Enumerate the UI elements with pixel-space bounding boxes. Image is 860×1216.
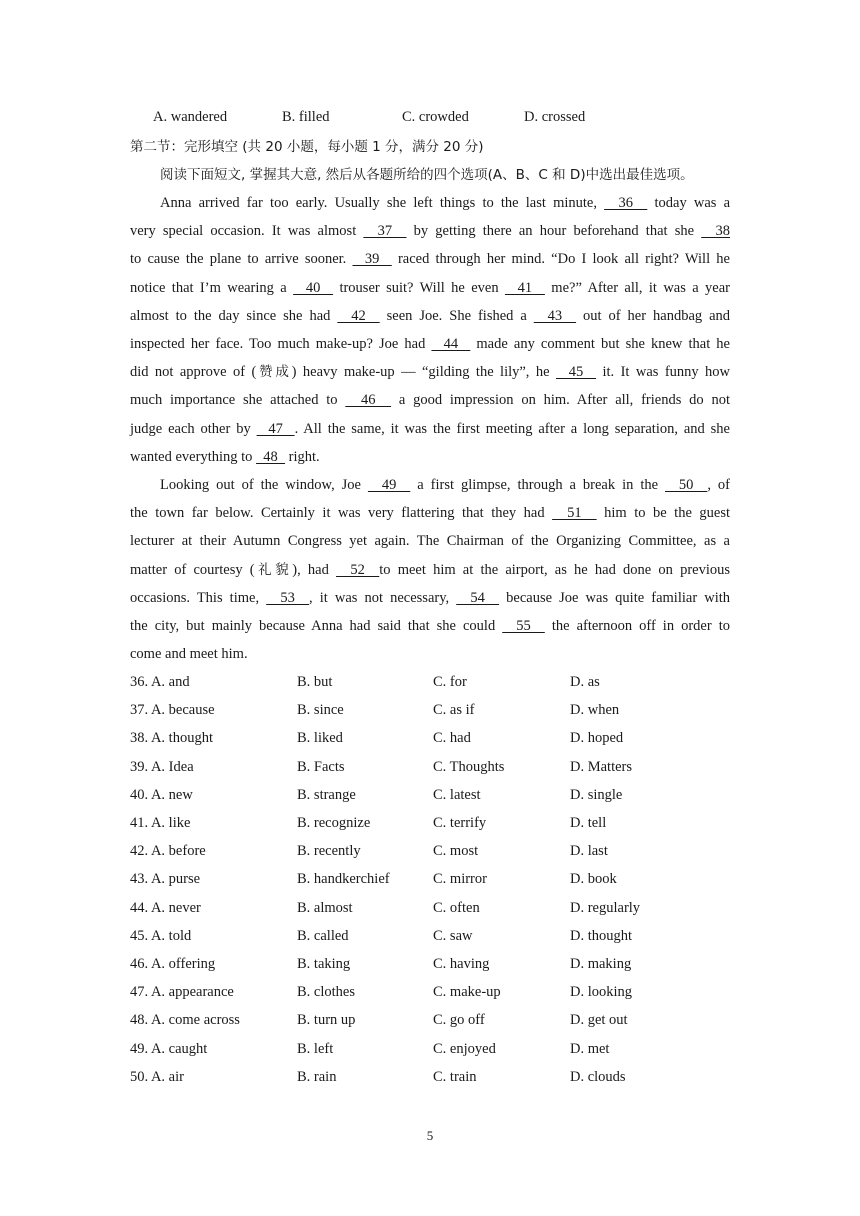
passage-text: raced through her mind. “Do I look all right? Will he <box>391 251 730 267</box>
option-d: D. last <box>570 843 608 859</box>
option-b: B. rain <box>297 1069 337 1085</box>
question-number: 42. <box>130 843 149 859</box>
question-row <box>130 1067 730 1087</box>
answer-blank: 38 <box>701 223 730 239</box>
page-number: 5 <box>426 1128 434 1143</box>
passage-text: a first glimpse, through a break in the <box>410 477 665 493</box>
option-c: C. latest <box>433 787 481 803</box>
option-d: D. hoped <box>570 730 624 746</box>
option-d: D. regularly <box>570 900 641 916</box>
option-d: D. clouds <box>570 1069 626 1085</box>
passage-text: wanted everything to <box>130 449 257 465</box>
answer-blank: 43 <box>533 308 577 324</box>
passage-line <box>130 249 730 269</box>
option-a-text: A. air <box>150 1069 184 1085</box>
answer-blank: 47 <box>256 421 295 437</box>
question-number: 44. <box>130 900 149 916</box>
question-number: 40. <box>130 787 149 803</box>
option-a-text: A. purse <box>150 871 201 887</box>
option-c: C. mirror <box>433 871 487 887</box>
question-row <box>130 869 730 889</box>
question-row <box>130 700 730 720</box>
passage-text: judge each other by <box>130 421 257 437</box>
option-d: D. thought <box>570 928 633 944</box>
question-number: 48. <box>130 1012 149 1028</box>
option-d: D. single <box>570 787 623 803</box>
option-d: D. get out <box>570 1012 628 1028</box>
option-c: C. often <box>433 900 480 916</box>
passage-text: me?” After all, it was a year <box>544 280 730 296</box>
passage-text: , it was not necessary, <box>309 590 457 606</box>
passage-text: a good impression on him. After all, friends do not <box>391 392 730 408</box>
passage-line <box>130 560 730 580</box>
passage-text: the city, but mainly because Anna had said that she could <box>130 618 503 634</box>
answer-blank: 53 <box>266 590 310 606</box>
passage-text: occasions. This time, <box>130 590 267 606</box>
passage-text: . All the same, it was the first meeting after a long separation, and she <box>294 421 730 437</box>
option-a <box>130 700 215 720</box>
option-b: B. recognize <box>297 815 371 831</box>
option-d: D. making <box>570 956 632 972</box>
passage-line <box>130 503 730 523</box>
option-c: C. had <box>433 730 471 746</box>
passage-line <box>160 475 730 495</box>
passage-text: by getting there an hour beforehand that she <box>406 223 702 239</box>
passage-text: ) heavy make-up — “gilding the lily”, he <box>291 364 556 380</box>
option-a <box>130 1039 207 1059</box>
question-row <box>130 841 730 861</box>
option-d: D. tell <box>570 815 607 831</box>
passage-text: inspected her face. Too much make-up? Joe had <box>130 336 432 352</box>
passage-line <box>130 221 730 241</box>
chinese-gloss: 礼貌 <box>254 562 293 578</box>
q35-option-b: B. filled <box>282 109 330 125</box>
passage-line <box>130 644 730 664</box>
answer-blank: 49 <box>367 477 411 493</box>
passage-line <box>160 193 730 213</box>
passage-line <box>130 306 730 326</box>
option-a <box>130 1010 240 1030</box>
answer-blank: 36 <box>604 195 648 211</box>
question-number: 45. <box>130 928 149 944</box>
question-number: 37. <box>130 702 149 718</box>
option-c: C. make-up <box>433 984 501 1000</box>
option-b: B. Facts <box>297 759 345 775</box>
question-row <box>130 813 730 833</box>
option-a-text: A. new <box>150 787 193 803</box>
question-row <box>130 728 730 748</box>
passage-text: seen Joe. She fished a <box>379 308 534 324</box>
option-a <box>130 954 215 974</box>
passage-text: him to be the guest <box>596 505 731 521</box>
option-c: C. train <box>433 1069 477 1085</box>
answer-blank: 42 <box>337 308 380 324</box>
option-b: B. left <box>297 1041 334 1057</box>
option-b: B. almost <box>297 900 353 916</box>
option-a-text: A. come across <box>150 1012 240 1028</box>
passage-line <box>130 278 730 298</box>
option-b: B. strange <box>297 787 356 803</box>
option-a <box>130 869 200 889</box>
passage-line <box>130 419 730 439</box>
q35-option-d: D. crossed <box>524 109 586 125</box>
option-a-text: A. told <box>150 928 192 944</box>
passage-text: notice that I’m wearing a <box>130 280 294 296</box>
option-c: C. terrify <box>433 815 487 831</box>
option-a-text: A. because <box>150 702 215 718</box>
option-a-text: A. never <box>150 900 201 916</box>
option-b: B. handkerchief <box>297 871 390 887</box>
passage-line <box>130 334 730 354</box>
option-a-text: A. Idea <box>150 759 194 775</box>
question-row <box>130 1010 730 1030</box>
passage-text: much importance she attached to <box>130 392 346 408</box>
answer-blank: 50 <box>665 477 708 493</box>
q35-option-c: C. crowded <box>402 109 469 125</box>
passage-line <box>130 362 730 382</box>
question-row <box>130 982 730 1002</box>
passage-text: Anna arrived far too early. Usually she left things to the last minute, <box>160 195 605 211</box>
question-number: 46. <box>130 956 149 972</box>
answer-blank: 41 <box>504 280 545 296</box>
question-row <box>130 757 730 777</box>
question-number: 50. <box>130 1069 149 1085</box>
option-b: B. since <box>297 702 344 718</box>
passage-text: the town far below. Certainly it was very flattering that they had <box>130 505 553 521</box>
passage-text: trouser suit? Will he even <box>333 280 505 296</box>
option-d: D. when <box>570 702 620 718</box>
answer-blank: 40 <box>293 280 334 296</box>
option-a-text: A. caught <box>150 1041 208 1057</box>
option-c: C. most <box>433 843 479 859</box>
answer-blank: 52 <box>336 562 380 578</box>
option-a <box>130 1067 184 1087</box>
option-b: B. clothes <box>297 984 355 1000</box>
passage-text: very special occasion. It was almost <box>130 223 364 239</box>
passage-text: made any comment but she knew that he <box>470 336 730 352</box>
option-b: B. liked <box>297 730 343 746</box>
passage-line <box>130 588 730 608</box>
answer-blank: 39 <box>352 251 392 267</box>
option-a-text: A. offering <box>150 956 216 972</box>
option-a <box>130 728 213 748</box>
chinese-gloss: 赞成 <box>256 364 292 380</box>
option-c: C. for <box>433 674 467 690</box>
passage-text: matter of courtesy ( <box>130 562 255 578</box>
answer-blank: 55 <box>502 618 545 634</box>
question-number: 38. <box>130 730 149 746</box>
q35-option-a: A. wandered <box>153 109 228 125</box>
passage-text: did not approve of ( <box>130 364 257 380</box>
passage-text: it. It was funny how <box>596 364 731 380</box>
option-d: D. looking <box>570 984 633 1000</box>
option-a <box>130 757 194 777</box>
option-a-text: A. before <box>150 843 206 859</box>
passage-text: the afternoon off in order to <box>544 618 730 634</box>
passage-line <box>130 531 730 551</box>
option-a <box>130 982 234 1002</box>
option-a-text: A. thought <box>150 730 213 746</box>
passage-text: , of <box>707 477 731 493</box>
answer-blank: 37 <box>363 223 407 239</box>
passage-line <box>130 616 730 636</box>
answer-blank: 45 <box>555 364 597 380</box>
passage-text: because Joe was quite familiar with <box>499 590 731 606</box>
instruction: 阅读下面短文, 掌握其大意, 然后从各题所给的四个选项(A、B、C 和 D)中选出最佳选项。 <box>160 167 694 183</box>
passage-text: lecturer at their Autumn Congress yet again. The Chairman of the Organizing Committee, as a <box>130 533 730 549</box>
option-c: C. as if <box>433 702 475 718</box>
option-d: D. Matters <box>570 759 633 775</box>
question-number: 41. <box>130 815 149 831</box>
option-a <box>130 926 191 946</box>
question-number: 49. <box>130 1041 149 1057</box>
passage-line <box>130 447 730 467</box>
passage-text: come and meet him. <box>130 646 248 662</box>
option-c: C. saw <box>433 928 473 944</box>
option-b: B. taking <box>297 956 351 972</box>
option-a-text: A. and <box>150 674 190 690</box>
option-b: B. called <box>297 928 349 944</box>
answer-blank: 44 <box>431 336 471 352</box>
option-b: B. but <box>297 674 333 690</box>
answer-blank: 46 <box>345 392 392 408</box>
passage-text: almost to the day since she had <box>130 308 338 324</box>
option-d: D. as <box>570 674 600 690</box>
option-c: C. Thoughts <box>433 759 505 775</box>
option-b: B. recently <box>297 843 361 859</box>
option-d: D. book <box>570 871 617 887</box>
passage-line <box>130 390 730 410</box>
question-row <box>130 954 730 974</box>
option-a <box>130 841 206 861</box>
passage-text: ), had <box>292 562 337 578</box>
question-number: 39. <box>130 759 149 775</box>
option-a-text: A. like <box>150 815 191 831</box>
option-a-text: A. appearance <box>150 984 234 1000</box>
question-number: 43. <box>130 871 149 887</box>
option-d: D. met <box>570 1041 610 1057</box>
option-a <box>130 898 201 918</box>
option-a <box>130 672 190 692</box>
passage-text: right. <box>285 449 320 465</box>
question-row <box>130 785 730 805</box>
option-c: C. go off <box>433 1012 485 1028</box>
option-a <box>130 785 193 805</box>
answer-blank: 51 <box>552 505 597 521</box>
question-number: 36. <box>130 674 149 690</box>
passage-text: to meet him at the airport, as he had done on previous <box>379 562 731 578</box>
passage-text: to cause the plane to arrive sooner. <box>130 251 353 267</box>
answer-blank: 54 <box>456 590 500 606</box>
option-c: C. enjoyed <box>433 1041 496 1057</box>
option-c: C. having <box>433 956 490 972</box>
question-row <box>130 898 730 918</box>
question-number: 47. <box>130 984 149 1000</box>
question-row <box>130 1039 730 1059</box>
passage-text: Looking out of the window, Joe <box>160 477 368 493</box>
passage-text: out of her handbag and <box>576 308 731 324</box>
section-title: 第二节：完形填空 (共 20 小题，每小题 1 分，满分 20 分) <box>130 139 484 155</box>
question-row <box>130 926 730 946</box>
option-b: B. turn up <box>297 1012 356 1028</box>
option-a <box>130 813 190 833</box>
question-row <box>130 672 730 692</box>
answer-blank: 48 <box>256 449 286 465</box>
passage-text: today was a <box>647 195 731 211</box>
